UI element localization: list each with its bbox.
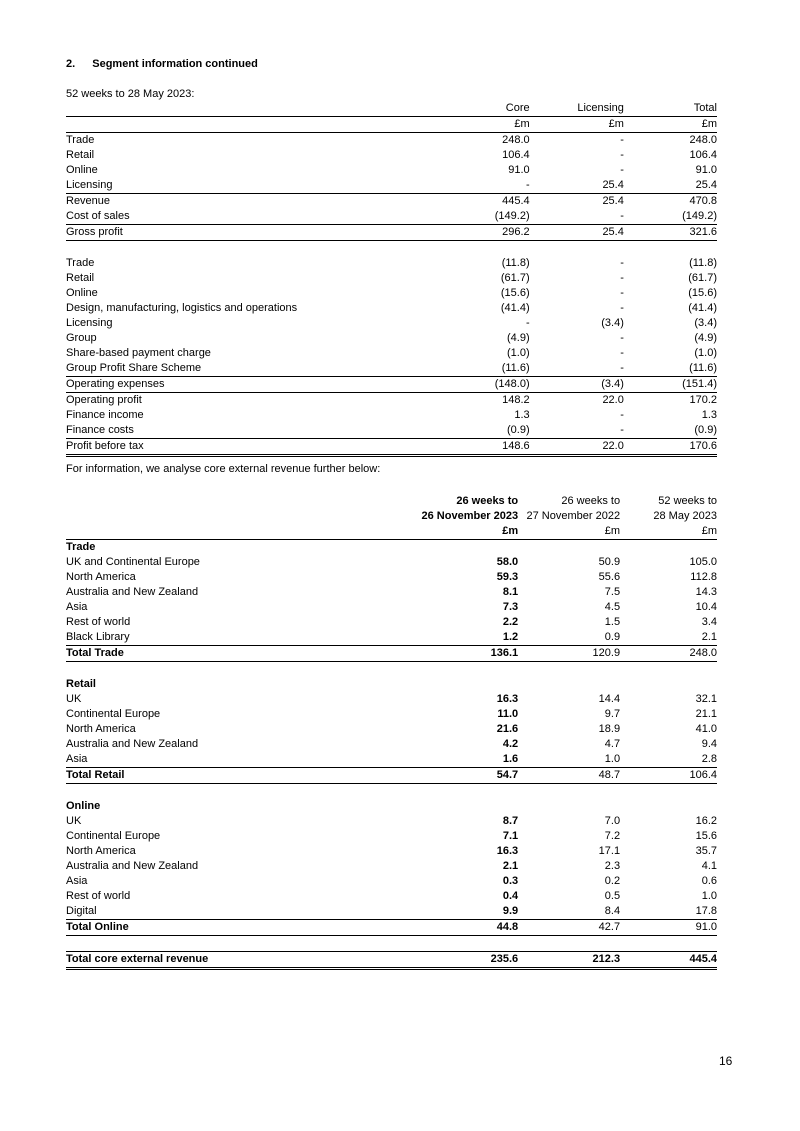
cell: -	[620, 347, 624, 359]
col-header-year: 52 weeks to	[658, 495, 717, 507]
table-row	[66, 615, 717, 630]
row-label: Revenue	[66, 195, 111, 207]
cell: 25.4	[530, 178, 624, 194]
cell: (61.7)	[500, 272, 530, 284]
row-label: Share-based payment charge	[66, 347, 211, 359]
table-row	[66, 408, 717, 423]
table-row	[66, 439, 717, 456]
table-row	[66, 570, 717, 585]
cell: 445.4	[620, 952, 717, 969]
cell: 91.0	[620, 920, 717, 936]
cell: 248.0	[624, 133, 717, 149]
cell: -	[530, 133, 624, 149]
cell: (0.9)	[624, 423, 717, 439]
cell: 3.4	[701, 616, 717, 628]
cell: -	[620, 257, 624, 269]
cell: 14.3	[695, 586, 717, 598]
table-row	[66, 859, 717, 874]
section-title: Online	[66, 800, 101, 812]
cell: 10.4	[695, 601, 717, 613]
table-row	[66, 346, 717, 361]
row-label: Asia	[66, 752, 335, 768]
cell: -	[354, 178, 529, 194]
total-row	[66, 768, 717, 784]
cell: 136.1	[335, 646, 518, 662]
cell: -	[620, 164, 624, 176]
cell: 7.0	[604, 815, 621, 827]
section-title-row	[66, 677, 717, 692]
table-row	[66, 133, 717, 149]
section-title: Segment information continued	[92, 58, 258, 70]
cell: 15.6	[695, 830, 717, 842]
cell: 4.7	[604, 738, 621, 750]
spacer-row	[66, 936, 717, 952]
cell: -	[530, 361, 624, 377]
unit: £m	[335, 524, 518, 540]
row-label: Online	[66, 287, 98, 299]
section-number: 2.	[66, 58, 76, 70]
cell: 58.0	[496, 556, 519, 568]
table-row	[66, 692, 717, 707]
section-title-row	[66, 540, 717, 556]
spacer-row	[66, 784, 717, 800]
table-row	[66, 225, 717, 241]
cell: -	[525, 317, 530, 329]
cell: (41.4)	[688, 302, 717, 314]
table-row	[66, 178, 717, 194]
cell: 1.2	[335, 630, 518, 646]
cell: (41.4)	[500, 302, 530, 314]
cell: 1.3	[701, 409, 717, 421]
row-label: UK	[66, 815, 82, 827]
table-row	[66, 630, 717, 646]
cell: 120.9	[518, 646, 620, 662]
cell: 7.5	[604, 586, 621, 598]
cell: 235.6	[335, 952, 518, 969]
row-label: Online	[66, 164, 98, 176]
cell: 296.2	[354, 225, 529, 241]
row-label: Licensing	[66, 178, 354, 194]
cell: (15.6)	[500, 287, 530, 299]
table-row	[66, 209, 717, 225]
cell: 2.1	[502, 860, 519, 872]
table-row	[66, 271, 717, 286]
cell: 0.4	[502, 890, 519, 902]
cell: (11.8)	[501, 257, 530, 269]
table-row	[66, 316, 717, 331]
table-row	[66, 163, 717, 178]
cell: 1.0	[518, 752, 620, 768]
col-header-licensing: Licensing	[577, 102, 624, 114]
table-row	[66, 829, 717, 844]
cell: 25.4	[624, 178, 717, 194]
row-label: Group	[66, 332, 97, 344]
row-label: Cost of sales	[66, 209, 354, 225]
cell: 50.9	[598, 556, 621, 568]
table-row	[66, 752, 717, 768]
cell: 2.3	[604, 860, 621, 872]
row-label: Finance income	[66, 409, 144, 421]
col-header-current: 26 weeks to	[456, 495, 519, 507]
section-heading	[66, 58, 258, 70]
row-label: UK and Continental Europe	[66, 556, 200, 568]
row-label: Operating expenses	[66, 377, 354, 393]
cell: -	[620, 302, 624, 314]
row-label: North America	[66, 845, 136, 857]
cell: 16.3	[496, 845, 519, 857]
col-header-year-date: 28 May 2023	[653, 510, 717, 522]
period-label: 52 weeks to 28 May 2023:	[66, 88, 195, 100]
page-number: 16	[719, 1054, 733, 1068]
cell: 1.0	[701, 890, 717, 902]
row-label: Licensing	[66, 317, 113, 329]
table-row	[66, 600, 717, 615]
cell: (148.0)	[354, 377, 529, 393]
table-row	[66, 555, 717, 570]
row-label: UK	[66, 693, 82, 705]
cell: 2.2	[502, 616, 519, 628]
table-row	[66, 301, 717, 316]
cell: 1.6	[335, 752, 518, 768]
cell: 248.0	[620, 646, 717, 662]
cell: 248.0	[354, 133, 529, 149]
cell: 91.0	[695, 164, 717, 176]
cell: 21.6	[496, 723, 519, 735]
row-label: Trade	[66, 257, 95, 269]
section-title-row	[66, 799, 717, 814]
row-label: Total Online	[66, 920, 335, 936]
cell: 42.7	[518, 920, 620, 936]
unit: £m	[530, 117, 624, 133]
cell: -	[620, 272, 624, 284]
table-row	[66, 844, 717, 859]
table-row	[66, 874, 717, 889]
row-label: Continental Europe	[66, 830, 161, 842]
cell: -	[530, 209, 624, 225]
section-title: Trade	[66, 541, 96, 553]
cell: 470.8	[689, 195, 717, 207]
cell: 7.3	[502, 601, 519, 613]
unit: £m	[624, 117, 717, 133]
cell: 25.4	[602, 195, 624, 207]
cell: 2.1	[620, 630, 717, 646]
cell: (4.9)	[694, 332, 717, 344]
cell: -	[620, 332, 624, 344]
cell: (3.4)	[601, 317, 624, 329]
segment-table	[66, 101, 717, 457]
cell: 1.3	[514, 409, 530, 421]
row-label: Rest of world	[66, 890, 131, 902]
row-label: Retail	[66, 149, 95, 161]
table-row	[66, 148, 717, 163]
cell: 0.6	[701, 875, 717, 887]
cell: 21.1	[695, 708, 717, 720]
cell: 0.5	[604, 890, 621, 902]
cell: 8.7	[502, 815, 519, 827]
table-row	[66, 256, 717, 271]
cell: 54.7	[335, 768, 518, 784]
cell: (149.2)	[624, 209, 717, 225]
col-header-core: Core	[505, 102, 530, 114]
table-row	[66, 393, 717, 409]
row-label: Design, manufacturing, logistics and operations	[66, 302, 298, 314]
table-row	[66, 194, 717, 210]
cell: 11.0	[497, 708, 519, 720]
cell: (11.8)	[689, 257, 717, 269]
col-header-current-date: 26 November 2023	[421, 510, 519, 522]
header-row	[66, 509, 717, 524]
cell: 48.7	[518, 768, 620, 784]
unit: £m	[620, 524, 717, 540]
row-label: Total core external revenue	[66, 952, 335, 969]
cell: 106.4	[620, 768, 717, 784]
cell: 170.2	[689, 394, 717, 406]
row-label: Asia	[66, 875, 88, 887]
cell: 91.0	[508, 164, 530, 176]
cell: (11.6)	[354, 361, 529, 377]
grand-total-row	[66, 952, 717, 969]
cell: -	[530, 423, 624, 439]
table-row	[66, 377, 717, 393]
cell: (151.4)	[624, 377, 717, 393]
cell: 0.3	[502, 875, 519, 887]
cell: 148.6	[354, 439, 529, 456]
cell: 1.5	[604, 616, 621, 628]
row-label: Australia and New Zealand	[66, 738, 199, 750]
cell: (1.0)	[507, 347, 530, 359]
cell: 16.3	[496, 693, 519, 705]
total-row	[66, 920, 717, 936]
cell: -	[620, 409, 624, 421]
cell: (11.6)	[624, 361, 717, 377]
cell: 212.3	[518, 952, 620, 969]
table-row	[66, 423, 717, 439]
cell: (3.4)	[694, 317, 717, 329]
row-label: Asia	[66, 601, 88, 613]
revenue-analysis-table	[66, 494, 717, 970]
col-header-total: Total	[693, 102, 717, 114]
cell: (61.7)	[688, 272, 717, 284]
info-text: For information, we analyse core external revenue further below:	[66, 463, 381, 475]
cell: 9.7	[604, 708, 621, 720]
cell: 4.5	[604, 601, 621, 613]
cell: -	[620, 149, 624, 161]
units-row	[66, 117, 717, 133]
table-row	[66, 722, 717, 737]
row-label: Australia and New Zealand	[66, 860, 199, 872]
cell: (149.2)	[354, 209, 529, 225]
cell: 9.4	[701, 738, 717, 750]
cell: -	[620, 287, 624, 299]
cell: 112.8	[690, 571, 717, 583]
section-title: Retail	[66, 678, 96, 690]
cell: 22.0	[530, 439, 624, 456]
header-row	[66, 101, 717, 117]
cell: 170.6	[624, 439, 717, 456]
cell: 7.1	[502, 830, 519, 842]
cell: 41.0	[695, 723, 717, 735]
cell: 4.2	[502, 738, 519, 750]
spacer-row	[66, 241, 717, 257]
cell: 148.2	[502, 394, 530, 406]
cell: 105.0	[689, 556, 717, 568]
unit: £m	[354, 117, 529, 133]
cell: 0.9	[518, 630, 620, 646]
row-label: Operating profit	[66, 394, 142, 406]
cell: 16.2	[695, 815, 717, 827]
table-row	[66, 904, 717, 920]
cell: (15.6)	[688, 287, 717, 299]
row-label: Total Trade	[66, 646, 335, 662]
row-label: Group Profit Share Scheme	[66, 361, 354, 377]
cell: 7.2	[604, 830, 621, 842]
cell: 8.1	[502, 586, 519, 598]
row-label: Rest of world	[66, 616, 131, 628]
row-label: Profit before tax	[66, 439, 354, 456]
table-row	[66, 889, 717, 904]
cell: 4.1	[701, 860, 717, 872]
row-label: Gross profit	[66, 225, 354, 241]
row-label: Black Library	[66, 630, 335, 646]
cell: 106.4	[502, 149, 530, 161]
cell: 2.8	[620, 752, 717, 768]
cell: 17.1	[598, 845, 621, 857]
table-row	[66, 814, 717, 829]
col-header-prior: 26 weeks to	[561, 495, 621, 507]
unit: £m	[518, 524, 620, 540]
row-label: Retail	[66, 272, 95, 284]
cell: 25.4	[530, 225, 624, 241]
table-row	[66, 331, 717, 346]
units-row	[66, 524, 717, 540]
cell: 8.4	[518, 904, 620, 920]
table-row	[66, 286, 717, 301]
row-label: North America	[66, 571, 136, 583]
cell: 9.9	[335, 904, 518, 920]
table-row	[66, 361, 717, 377]
cell: 35.7	[695, 845, 717, 857]
row-label: Continental Europe	[66, 708, 161, 720]
row-label: Australia and New Zealand	[66, 586, 199, 598]
cell: 55.6	[598, 571, 621, 583]
cell: 59.3	[496, 571, 519, 583]
cell: 0.2	[604, 875, 621, 887]
row-label: Trade	[66, 133, 354, 149]
cell: (3.4)	[530, 377, 624, 393]
cell: 22.0	[602, 394, 624, 406]
cell: 321.6	[624, 225, 717, 241]
cell: 18.9	[598, 723, 621, 735]
cell: 445.4	[502, 195, 530, 207]
header-row	[66, 494, 717, 509]
spacer-row	[66, 662, 717, 678]
cell: 32.1	[695, 693, 717, 705]
cell: 106.4	[689, 149, 717, 161]
cell: 14.4	[598, 693, 621, 705]
cell: 44.8	[335, 920, 518, 936]
table-row	[66, 737, 717, 752]
cell: (0.9)	[354, 423, 529, 439]
col-header-prior-date: 27 November 2022	[526, 510, 621, 522]
total-row	[66, 646, 717, 662]
table-row	[66, 585, 717, 600]
row-label: Digital	[66, 904, 335, 920]
cell: (4.9)	[507, 332, 530, 344]
row-label: Total Retail	[66, 768, 335, 784]
row-label: North America	[66, 723, 136, 735]
cell: (1.0)	[694, 347, 717, 359]
row-label: Finance costs	[66, 423, 354, 439]
table-row	[66, 707, 717, 722]
cell: 17.8	[620, 904, 717, 920]
